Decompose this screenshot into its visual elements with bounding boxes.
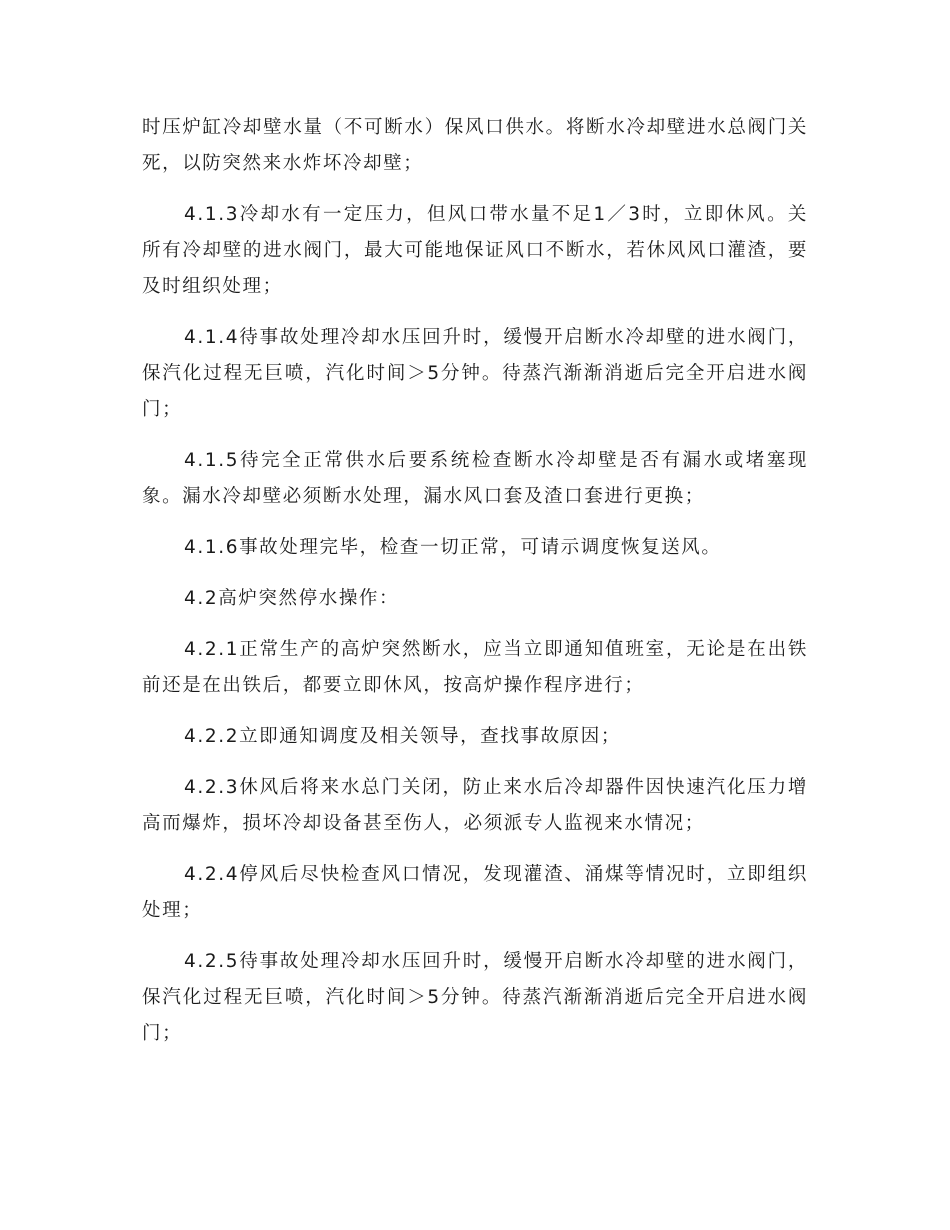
paragraph-4-2-2: 4.2.2立即通知调度及相关领导，查找事故原因； <box>184 726 621 747</box>
paragraph-4-2-3: 4.2.3休风后将来水总门关闭，防止来水后冷却器件因快速汽化压力增高而爆炸，损坏冷却设备甚至伤人，必须派专人监视来水情况； <box>142 777 808 834</box>
paragraph-4-2-1: 4.2.1正常生产的高炉突然断水，应当立即通知值班室，无论是在出铁前还是在出铁后，都要立即休风，按高炉操作程序进行； <box>142 639 808 696</box>
document-body <box>142 110 808 1067</box>
paragraph-4-1-4: 4.1.4待事故处理冷却水压回升时，缓慢开启断水冷却壁的进水阀门，保汽化过程无巨喷，汽化时间＞5分钟。待蒸汽渐渐消逝后完全开启进水阀门； <box>142 327 808 420</box>
paragraph-4-1-3: 4.1.3冷却水有一定压力，但风口带水量不足1／3时，立即休风。关所有冷却壁的进水阀门，最大可能地保证风口不断水，若休风风口灌渣，要及时组织处理； <box>142 204 808 297</box>
paragraph-4-2-4: 4.2.4停风后尽快检查风口情况，发现灌渣、涌煤等情况时，立即组织处理； <box>142 864 808 921</box>
paragraph-4-2-5: 4.2.5待事故处理冷却水压回升时，缓慢开启断水冷却壁的进水阀门，保汽化过程无巨喷，汽化时间＞5分钟。待蒸汽渐渐消逝后完全开启进水阀门； <box>142 951 808 1044</box>
paragraph-4-1-5: 4.1.5待完全正常供水后要系统检查断水冷却壁是否有漏水或堵塞现象。漏水冷却壁必须断水处理，漏水风口套及渣口套进行更换； <box>142 450 808 507</box>
paragraph-continuation: 时压炉缸冷却壁水量（不可断水）保风口供水。将断水冷却壁进水总阀门关死，以防突然来水炸坏冷却壁； <box>142 117 808 174</box>
section-heading-4-2: 4.2高炉突然停水操作： <box>184 588 400 609</box>
paragraph-4-1-6: 4.1.6事故处理完毕，检查一切正常，可请示调度恢复送风。 <box>184 537 722 558</box>
